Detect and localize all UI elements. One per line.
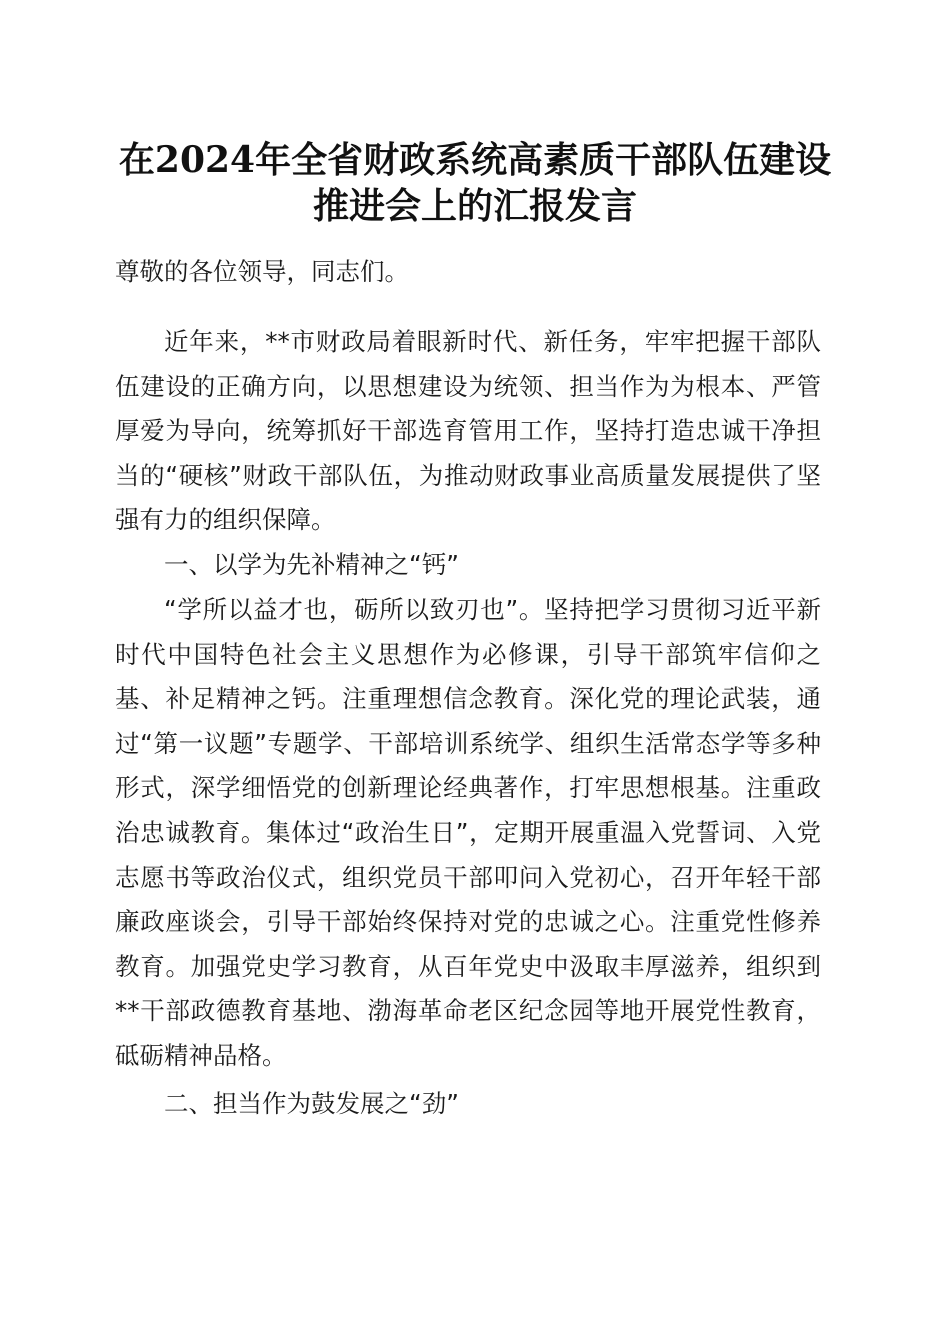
document-title-line-1: 在2024年全省财政系统高素质干部队伍建设 [118,139,832,181]
paragraph-intro: 近年来，**市财政局着眼新时代、新任务，牢牢把握干部队伍建设的正确方向，以思想建设为统领、担当作为为根本、严管厚爱为导向，统筹抓好干部选育管用工作，坚持打造忠诚干净担当的“硬核”财政干部队伍，为推动财政事业高质量发展提供了坚强有力的组织保障。 [115,327,821,535]
salutation: 尊敬的各位领导，同志们。 [115,257,409,286]
section-heading-1: 一、以学为先补精神之“钙” [164,550,459,579]
section-heading-2: 二、担当作为鼓发展之“劲” [164,1089,459,1118]
paragraph-section-1: “学所以益才也，砺所以致刃也”。坚持把学习贯彻习近平新时代中国特色社会主义思想作为必修课，引导干部筑牢信仰之基、补足精神之钙。注重理想信念教育。深化党的理论武装，通过“第一议题”专题学、干部培训系统学、组织生活常态学等多种形式，深学细悟党的创新理论经典著作，打牢思想根基。注重政治忠诚教育。集体过“政治生日”，定期开展重温入党誓词、入党志愿书等政治仪式，组织党员干部叩问入党初心，召开年轻干部廉政座谈会，引导干部始终保持对党的忠诚之心。注重党性修养教育。加强党史学习教育，从百年党史中汲取丰厚滋养，组织到**干部政德教育基地、渤海革命老区纪念园等地开展党性教育，砥砺精神品格。 [115,595,821,1070]
document-title-line-2: 推进会上的汇报发言 [312,185,637,227]
